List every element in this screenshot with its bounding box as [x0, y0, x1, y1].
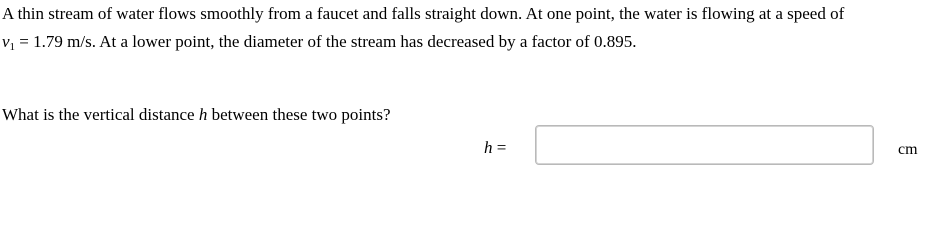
answer-label — [484, 136, 506, 160]
answer-variable: h — [484, 138, 493, 157]
answer-unit: cm — [898, 141, 918, 158]
velocity-subscript: 1 — [9, 41, 16, 53]
question-variable: h — [198, 105, 208, 124]
problem-line-1: A thin stream of water flows smoothly from a faucet and falls straight down. At one point, the water is flowing at a speed of — [2, 4, 845, 23]
question-suffix: between these two points? — [207, 105, 391, 124]
velocity-symbol: v — [2, 32, 10, 51]
problem-line-2 — [2, 28, 927, 56]
question-prefix: What is the vertical distance — [2, 105, 199, 124]
answer-input[interactable] — [535, 125, 874, 165]
problem-statement — [2, 0, 927, 56]
answer-row — [0, 125, 931, 169]
problem-line-2-text: = 1.79 m/s. At a lower point, the diameter of the stream has decreased by a factor of 0.895. — [15, 32, 637, 51]
answer-equals: = — [492, 138, 507, 157]
